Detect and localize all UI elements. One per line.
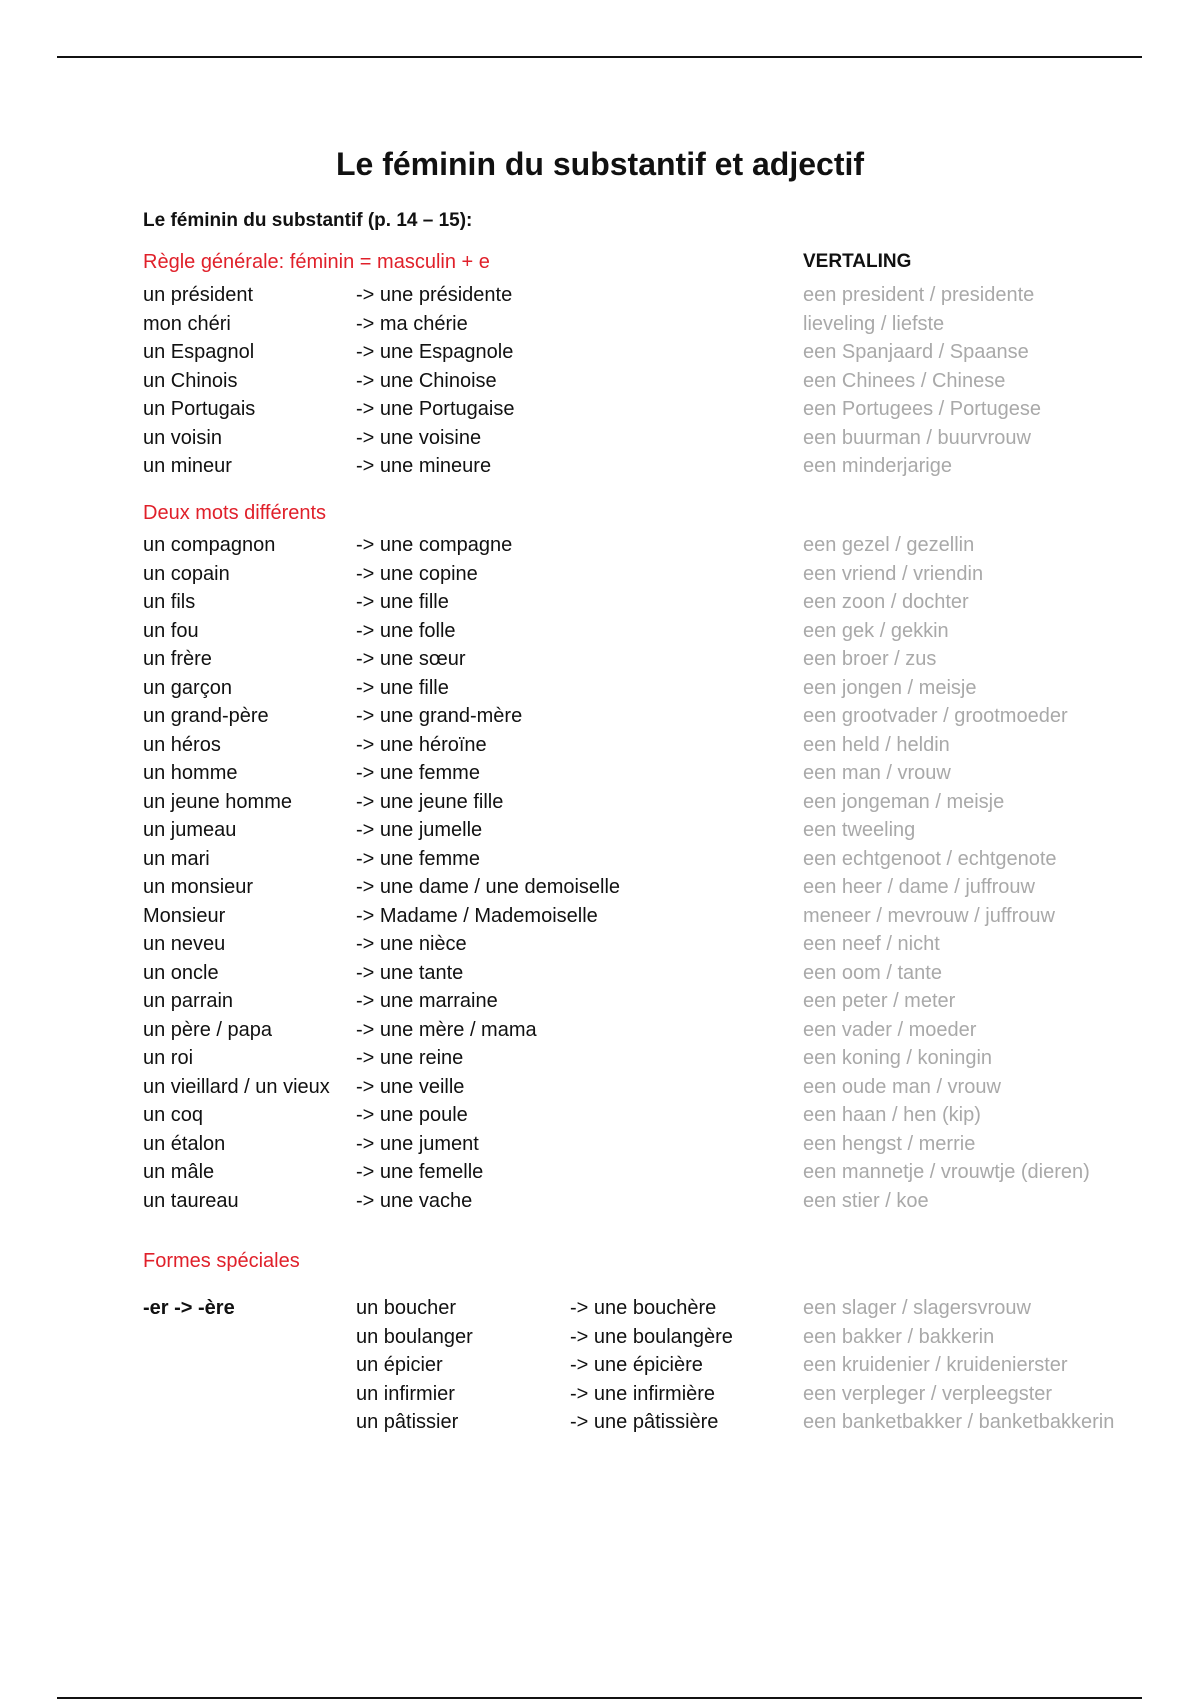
feminine-word: -> une dame / une demoiselle	[356, 876, 621, 898]
translation-text: een gek / gekkin	[803, 619, 949, 642]
translation-text: een peter / meter	[803, 990, 956, 1012]
masculine-word: un jumeau	[143, 819, 237, 841]
translation-text: een vader / moeder	[803, 1018, 977, 1041]
masculine-word: un fils	[143, 591, 196, 613]
list-item	[0, 1351, 1200, 1380]
masculine-word: Monsieur	[143, 904, 226, 927]
masculine-word: un neveu	[143, 933, 226, 955]
translation-text: een stier / koe	[803, 1189, 929, 1212]
masculine-word: un boucher	[356, 1297, 457, 1319]
list-item	[0, 759, 1200, 788]
masculine-word: mon chéri	[143, 312, 231, 335]
masculine-word: un épicier	[356, 1354, 443, 1376]
feminine-word: -> une Espagnole	[356, 341, 514, 363]
translation-text: een grootvader / grootmoeder	[803, 705, 1068, 727]
feminine-word: -> une mère / mama	[356, 1018, 537, 1041]
list-item	[0, 930, 1200, 959]
feminine-word: -> une reine	[356, 1047, 464, 1069]
masculine-word: un vieillard / un vieux	[143, 1075, 330, 1098]
translation-text: een banketbakker / banketbakkerin	[803, 1411, 1115, 1433]
list-item	[0, 1158, 1200, 1187]
section-subtitle: Le féminin du substantif (p. 14 – 15):	[143, 210, 473, 231]
feminine-word: -> une infirmière	[570, 1382, 716, 1405]
masculine-word: un grand-père	[143, 705, 269, 727]
feminine-word: -> une femme	[356, 847, 480, 870]
list-item	[0, 731, 1200, 760]
list-item	[0, 1294, 1200, 1323]
feminine-word: -> une bouchère	[570, 1297, 717, 1319]
feminine-word: -> une héroïne	[356, 733, 487, 756]
translation-text: een kruidenier / kruidenierster	[803, 1354, 1068, 1376]
masculine-word: un frère	[143, 648, 212, 670]
list-item	[0, 560, 1200, 589]
translation-text: een echtgenoot / echtgenote	[803, 847, 1057, 870]
list-item	[0, 1408, 1200, 1437]
masculine-word: un compagnon	[143, 534, 276, 556]
translation-text: een Spanjaard / Spaanse	[803, 341, 1029, 363]
page-title: Le féminin du substantif et adjectif	[335, 146, 865, 182]
list-item	[0, 617, 1200, 646]
masculine-word: un étalon	[143, 1132, 226, 1155]
list-item	[0, 1016, 1200, 1045]
translation-text: een zoon / dochter	[803, 591, 969, 613]
masculine-word: un Portugais	[143, 398, 256, 420]
feminine-word: -> une tante	[356, 961, 464, 984]
masculine-word: un mineur	[143, 455, 232, 477]
translation-text: een bakker / bakkerin	[803, 1325, 995, 1348]
translation-text: een man / vrouw	[803, 762, 951, 784]
list-item	[0, 281, 1200, 310]
masculine-word: un père / papa	[143, 1018, 272, 1041]
feminine-word: -> une grand-mère	[356, 705, 523, 727]
translation-text: een oom / tante	[803, 961, 942, 984]
feminine-word: -> une vache	[356, 1189, 473, 1212]
translation-text: een jongeman / meisje	[803, 790, 1005, 813]
list-regle-generale	[0, 281, 1200, 481]
translation-header: VERTALING	[803, 251, 912, 272]
list-item	[0, 845, 1200, 874]
list-item	[0, 674, 1200, 703]
bottom-rule	[57, 1697, 1142, 1699]
feminine-word: -> une copine	[356, 562, 478, 585]
feminine-word: -> ma chérie	[356, 312, 468, 335]
feminine-word: -> une veille	[356, 1075, 465, 1098]
feminine-word: -> une voisine	[356, 426, 482, 449]
translation-text: een slager / slagersvrouw	[803, 1297, 1031, 1319]
feminine-word: -> une pâtissière	[570, 1411, 719, 1433]
list-item	[0, 1323, 1200, 1352]
masculine-word: un taureau	[143, 1189, 239, 1212]
masculine-word: un copain	[143, 562, 230, 585]
feminine-word: -> une folle	[356, 619, 456, 642]
feminine-word: -> une fille	[356, 676, 449, 699]
translation-text: een oude man / vrouw	[803, 1075, 1001, 1098]
masculine-word: un garçon	[143, 676, 232, 699]
masculine-word: un mari	[143, 847, 210, 870]
translation-text: een Chinees / Chinese	[803, 369, 1006, 392]
masculine-word: un héros	[143, 733, 221, 756]
list-item	[0, 873, 1200, 902]
feminine-word: -> une compagne	[356, 534, 513, 556]
masculine-word: un jeune homme	[143, 790, 292, 813]
translation-text: een jongen / meisje	[803, 676, 977, 699]
list-item	[0, 588, 1200, 617]
masculine-word: un mâle	[143, 1161, 215, 1183]
feminine-word: -> une femme	[356, 762, 480, 784]
list-item	[0, 424, 1200, 453]
masculine-word: un fou	[143, 619, 199, 642]
masculine-word: un voisin	[143, 426, 222, 449]
list-item	[0, 395, 1200, 424]
translation-text: een tweeling	[803, 819, 916, 841]
translation-text: een neef / nicht	[803, 933, 940, 955]
feminine-word: -> une Portugaise	[356, 398, 515, 420]
feminine-word: -> une femelle	[356, 1161, 484, 1183]
list-item	[0, 987, 1200, 1016]
heading-deux-mots: Deux mots différents	[143, 502, 327, 524]
list-item	[0, 645, 1200, 674]
translation-text: een verpleger / verpleegster	[803, 1382, 1053, 1405]
feminine-word: -> une fille	[356, 591, 449, 613]
translation-text: een Portugees / Portugese	[803, 398, 1041, 420]
list-item	[0, 338, 1200, 367]
list-item	[0, 452, 1200, 481]
translation-text: een hengst / merrie	[803, 1132, 976, 1155]
masculine-word: un Espagnol	[143, 341, 255, 363]
list-item	[0, 816, 1200, 845]
feminine-word: -> une Chinoise	[356, 369, 497, 392]
list-item	[0, 788, 1200, 817]
heading-formes-speciales: Formes spéciales	[143, 1250, 300, 1272]
masculine-word: un roi	[143, 1047, 194, 1069]
translation-text: een mannetje / vrouwtje (dieren)	[803, 1161, 1090, 1183]
list-item	[0, 310, 1200, 339]
translation-text: lieveling / liefste	[803, 312, 945, 335]
masculine-word: un Chinois	[143, 369, 238, 392]
masculine-word: un oncle	[143, 961, 219, 984]
translation-text: een heer / dame / juffrouw	[803, 876, 1035, 898]
list-item	[0, 959, 1200, 988]
list-item	[0, 531, 1200, 560]
feminine-word: -> une sœur	[356, 648, 466, 670]
translation-text: een haan / hen (kip)	[803, 1104, 981, 1126]
list-formes-speciales	[0, 1294, 1200, 1437]
feminine-word: -> une présidente	[356, 284, 513, 306]
translation-text: een gezel / gezellin	[803, 534, 975, 556]
masculine-word: un boulanger	[356, 1325, 473, 1348]
feminine-word: -> Madame / Mademoiselle	[356, 904, 598, 927]
feminine-word: -> une jumelle	[356, 819, 483, 841]
translation-text: meneer / mevrouw / juffrouw	[803, 904, 1055, 927]
feminine-word: -> une jeune fille	[356, 790, 504, 813]
list-item	[0, 1130, 1200, 1159]
masculine-word: un président	[143, 284, 254, 306]
feminine-word: -> une mineure	[356, 455, 492, 477]
translation-text: een buurman / buurvrouw	[803, 426, 1031, 449]
list-item	[0, 1187, 1200, 1216]
masculine-word: un parrain	[143, 990, 234, 1012]
feminine-word: -> une jument	[356, 1132, 479, 1155]
list-item	[0, 1073, 1200, 1102]
translation-text: een koning / koningin	[803, 1047, 993, 1069]
list-item	[0, 1044, 1200, 1073]
list-item	[0, 702, 1200, 731]
feminine-word: -> une nièce	[356, 933, 467, 955]
masculine-word: un homme	[143, 762, 238, 784]
feminine-word: -> une poule	[356, 1104, 468, 1126]
feminine-word: -> une boulangère	[570, 1325, 733, 1348]
masculine-word: un coq	[143, 1104, 204, 1126]
masculine-word: un infirmier	[356, 1382, 455, 1405]
list-item	[0, 1101, 1200, 1130]
translation-text: een broer / zus	[803, 648, 937, 670]
translation-text: een president / presidente	[803, 284, 1035, 306]
list-deux-mots	[0, 531, 1200, 1215]
list-item	[0, 902, 1200, 931]
masculine-word: un pâtissier	[356, 1411, 459, 1433]
feminine-word: -> une marraine	[356, 990, 498, 1012]
feminine-word: -> une épicière	[570, 1354, 703, 1376]
top-rule	[57, 56, 1142, 58]
heading-regle-generale: Règle générale: féminin = masculin + e	[143, 251, 490, 273]
translation-text: een vriend / vriendin	[803, 562, 984, 585]
list-item	[0, 1380, 1200, 1409]
list-item	[0, 367, 1200, 396]
translation-text: een minderjarige	[803, 455, 952, 477]
special-rule-label: -er -> -ère	[143, 1297, 235, 1319]
translation-text: een held / heldin	[803, 733, 950, 756]
masculine-word: un monsieur	[143, 876, 254, 898]
